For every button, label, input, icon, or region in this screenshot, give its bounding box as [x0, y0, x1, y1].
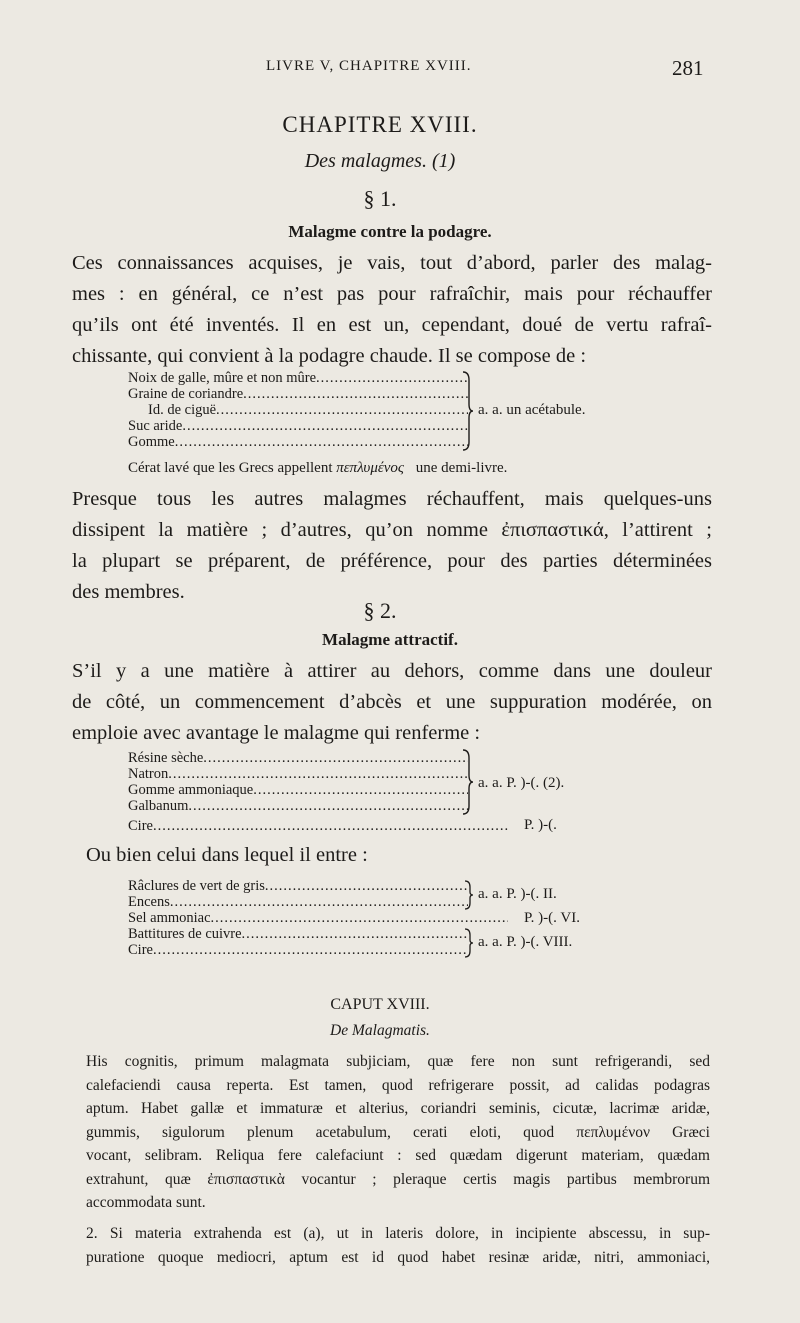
dose-label: a. a. P. )-(. II.: [478, 886, 557, 902]
paragraph-french-1: [72, 248, 712, 372]
dose-label: P. )-(. VI.: [524, 910, 580, 926]
ingredient-row: Id. de ciguë .....: [128, 402, 468, 418]
text-line: puratione quoque mediocri, aptum est id quod habet resinæ aridæ, nitri, ammoniaci,: [86, 1248, 710, 1266]
cerat-line: Cérat lavé que les Grecs appellent πεπλυμένος une demi-livre.: [128, 460, 508, 476]
paragraph-latin-1: [86, 1050, 710, 1215]
ingredient-row: Sel ammoniac .....: [128, 910, 508, 926]
ingredient-row: Gomme ammoniaque .....: [128, 782, 468, 798]
dose-label: P. )-(.: [524, 817, 557, 833]
dose-label: a. a. P. )-(. (2).: [478, 775, 565, 791]
cire-row: Cire .....: [128, 818, 508, 834]
brace-icon: [460, 370, 474, 452]
text-line: Ces connaissances acquises, je vais, tout d’abord, parler des malag-: [72, 252, 712, 274]
ingredient-list-1: [128, 370, 468, 450]
chapter-title: CHAPITRE XVIII.: [282, 112, 478, 137]
ingredient-row: Gomme .....: [128, 434, 468, 450]
ingredient-row: Encens .....: [128, 894, 468, 910]
ingredient-row: Galbanum .....: [128, 798, 468, 814]
text-line: extrahunt, quæ ἐπισπαστικὰ vocantur ; pleraque certis magis partibus membrorum: [86, 1170, 710, 1188]
ingredient-row: Battitures de cuivre .....: [128, 926, 468, 942]
text-line: vocant, selibram. Reliqua fere calefaciunt : sed quædam digerunt materiam, quædam: [86, 1147, 710, 1164]
ingredient-row: Natron .....: [128, 766, 468, 782]
section-number-2: § 2.: [363, 598, 397, 623]
text-line: calefaciendi causa reperta. Est tamen, quod refrigerare possit, ad calidas podagras: [86, 1076, 710, 1094]
text-line: emploie avec avantage le malagme qui renferme :: [72, 722, 481, 744]
latin-subtitle: De Malagmatis.: [330, 1022, 430, 1039]
text-line: chissante, qui convient à la podagre chaude. Il se compose de :: [72, 345, 587, 367]
dose-label: a. a. P. )-(. VIII.: [478, 934, 573, 950]
text-line: accommodata sunt.: [86, 1194, 206, 1211]
page-number: 281: [672, 56, 704, 80]
brace-icon: [462, 880, 474, 910]
text-line: de côté, un commencement d’abcès et une suppuration modérée, on: [72, 691, 712, 713]
text-line: mes : en général, ce n’est pas pour rafraîchir, mais pour réchauffer: [72, 283, 712, 305]
ingredient-row: Râclures de vert de gris .....: [128, 878, 468, 894]
ingredient-row: Noix de galle, mûre et non mûre .....: [128, 370, 468, 386]
ingredient-list-2: [128, 750, 468, 814]
paragraph-french-3: [72, 656, 712, 749]
chapter-subtitle: Des malagmes. (1): [304, 150, 456, 172]
ingredient-row: Suc aride .....: [128, 418, 468, 434]
section-heading-1: Malagme contre la podagre.: [288, 222, 492, 241]
text-line: gummis, sigulorum plenum acetabulum, cerati eloti, quod πεπλυμένον Græci: [86, 1123, 710, 1141]
text-line: S’il y a une matière à attirer au dehors, comme dans une douleur: [72, 660, 712, 682]
latin-title: CAPUT XVIII.: [330, 996, 430, 1013]
ingredient-list-3: [128, 878, 468, 958]
ingredient-row: Résine sèche .....: [128, 750, 468, 766]
brace-icon: [462, 928, 474, 958]
greek-term: πεπλυμένος: [336, 460, 404, 476]
paragraph-french-2: [72, 484, 712, 608]
text-line: la plupart se préparent, de préférence, pour des parties déterminées: [72, 550, 712, 572]
running-head: LIVRE V, CHAPITRE XVIII.: [266, 58, 472, 74]
section-heading-2: Malagme attractif.: [322, 630, 458, 649]
ingredient-row: Graine de coriandre .....: [128, 386, 468, 402]
text-line: His cognitis, primum malagmata subjiciam, quæ fere non sunt refrigerandi, sed: [86, 1053, 710, 1070]
text-line: Presque tous les autres malagmes réchauffent, mais quelques-uns: [72, 488, 712, 510]
brace-icon: [460, 748, 474, 816]
text-line: 2. Si materia extrahenda est (a), ut in lateris dolore, in incipiente abscessu, in sup-: [86, 1225, 710, 1242]
text-line: des membres.: [72, 581, 185, 603]
dose-label: a. a. un acétabule.: [478, 402, 586, 418]
text-line: aptum. Habet gallæ et immaturæ et alterius, coriandri seminis, cicutæ, lacrimæ aridæ,: [86, 1100, 710, 1117]
or-line: Ou bien celui dans lequel il entre :: [86, 844, 368, 866]
text-line: dissipent la matière ; d’autres, qu’on nomme ἐπισπαστικά, l’attirent ;: [72, 519, 712, 541]
section-number-1: § 1.: [363, 186, 397, 211]
ingredient-row: Cire .....: [128, 942, 468, 958]
text-line: qu’ils ont été inventés. Il en est un, cependant, doué de vertu rafraî-: [72, 314, 712, 336]
paragraph-latin-2: [86, 1222, 710, 1269]
